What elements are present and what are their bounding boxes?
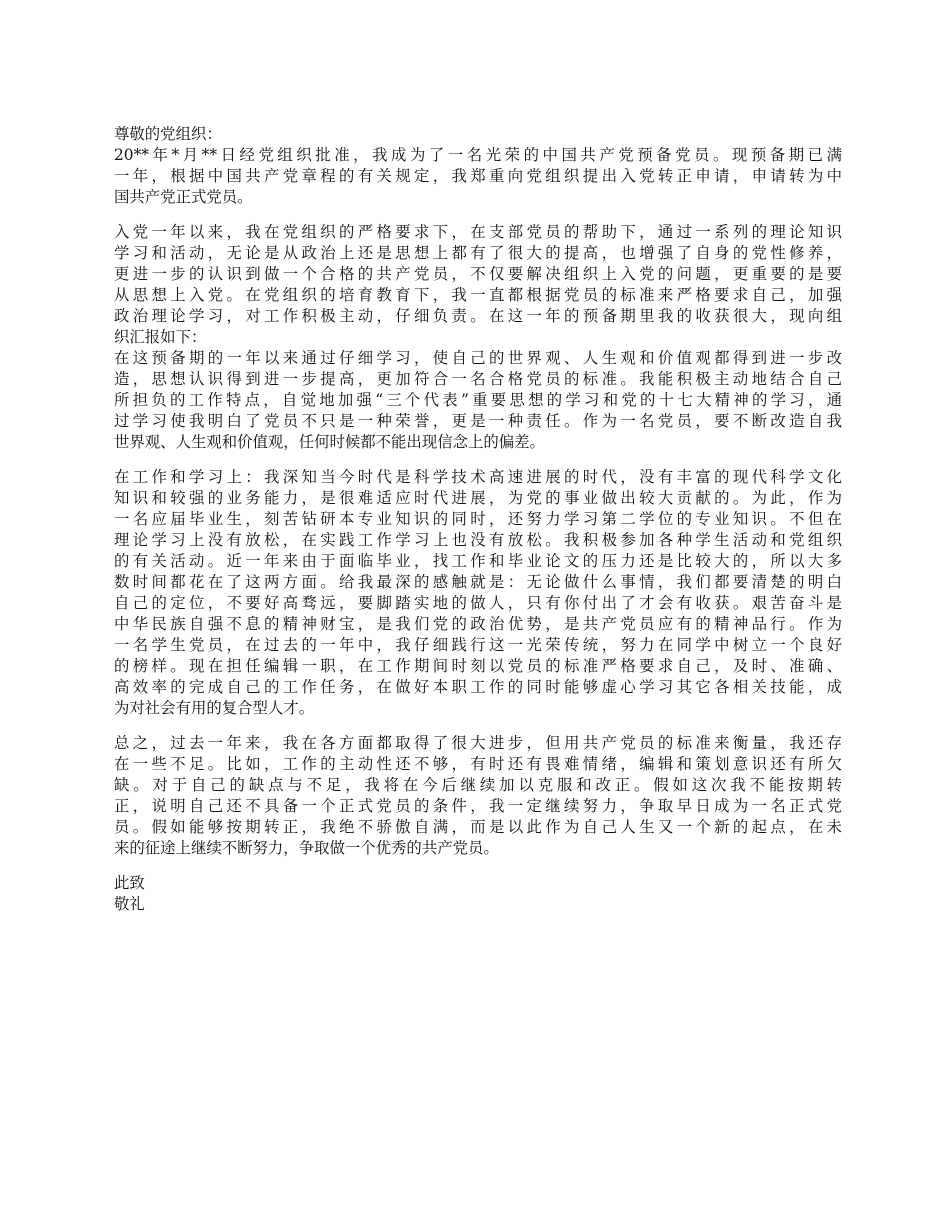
letter-body	[114, 124, 842, 915]
text-line: 来的征途上继续不断努力，争取做一个优秀的共产党员。	[114, 839, 499, 857]
text-line: 世界观、人生观和价值观，任何时候都不能出现信念上的偏差。	[114, 433, 545, 451]
text-line: 织汇报如下：	[114, 328, 207, 346]
text-line: 在这预备期的一年以来通过仔细学习，使自己的世界观、人生观和价值观都得到进一步改	[114, 349, 842, 367]
paragraph-application	[114, 145, 842, 208]
text-line: 的有关活动。近一年来由于面临毕业，找工作和毕业论文的压力还是比较大的，所以大多	[114, 552, 842, 570]
text-line: 20**年*月**日经党组织批准，我成为了一名光荣的中国共产党预备党员。现预备期已满	[114, 146, 842, 164]
text-line: 自己的定位，不要好高骛远，要脚踏实地的做人，只有你付出了才会有收获。艰苦奋斗是	[114, 594, 842, 612]
text-line: 的榜样。现在担任编辑一职，在工作期间时刻以党员的标准严格要求自己，及时、准确、	[114, 657, 842, 675]
text-line: 更进一步的认识到做一个合格的共产党员，不仅要解决组织上入党的问题，更重要的是要	[114, 265, 842, 283]
paragraph-study	[114, 348, 842, 453]
text-line: 造，思想认识得到进一步提高，更加符合一名合格党员的标准。我能积极主动地结合自己	[114, 370, 842, 388]
paragraph-work	[114, 467, 842, 719]
text-line: 知识和较强的业务能力，是很难适应时代进展，为党的事业做出较大贡献的。为此，作为	[114, 489, 842, 507]
text-line: 学习和活动，无论是从政治上还是思想上都有了很大的提高，也增强了自身的党性修养，	[114, 244, 842, 262]
text-line: 数时间都花在了这两方面。给我最深的感触就是：无论做什么事情，我们都要清楚的明白	[114, 573, 842, 591]
text-line: 政治理论学习，对工作积极主动，仔细负责。在这一年的预备期里我的收获很大，现向组	[114, 307, 842, 325]
paragraph-summary	[114, 733, 842, 859]
paragraph-first-year	[114, 222, 842, 348]
text-line: 理论学习上没有放松，在实践工作学习上也没有放松。我积极参加各种学生活动和党组织	[114, 531, 842, 549]
text-line: 在一些不足。比如，工作的主动性还不够，有时还有畏难情绪，编辑和策划意识还有所欠	[114, 755, 842, 773]
text-line: 员。假如能够按期转正，我绝不骄傲自满，而是以此作为自己人生又一个新的起点，在未	[114, 818, 842, 836]
text-line: 所担负的工作特点，自觉地加强“三个代表”重要思想的学习和党的十七大精神的学习，通	[114, 391, 842, 409]
text-line: 总之，过去一年来，我在各方面都取得了很大进步，但用共产党员的标准来衡量，我还存	[114, 734, 842, 752]
text-line: 入党一年以来，我在党组织的严格要求下，在支部党员的帮助下，通过一系列的理论知识	[114, 223, 842, 241]
text-line: 中华民族自强不息的精神财宝，是我们党的政治优势，是共产党员应有的精神品行。作为	[114, 615, 842, 633]
text-line: 为对社会有用的复合型人才。	[114, 699, 315, 717]
text-line: 一年，根据中国共产党章程的有关规定，我郑重向党组织提出入党转正申请，申请转为中	[114, 167, 842, 185]
text-line: 国共产党正式党员。	[114, 188, 253, 206]
text-line: 过学习使我明白了党员不只是一种荣誉，更是一种责任。作为一名党员，要不断改造自我	[114, 412, 842, 430]
text-line: 一名应届毕业生，刻苦钻研本专业知识的同时，还努力学习第二学位的专业知识。不但在	[114, 510, 842, 528]
text-line: 缺。对于自己的缺点与不足，我将在今后继续加以克服和改正。假如这次我不能按期转	[114, 776, 842, 794]
closing-regards: 敬礼	[114, 895, 145, 913]
text-line: 高效率的完成自己的工作任务，在做好本职工作的同时能够虚心学习其它各相关技能，成	[114, 678, 842, 696]
text-line: 一名学生党员，在过去的一年中，我仔细践行这一光荣传统，努力在同学中树立一个良好	[114, 636, 842, 654]
text-line: 在工作和学习上：我深知当今时代是科学技术高速进展的时代，没有丰富的现代科学文化	[114, 468, 842, 486]
closing-salute: 此致	[114, 874, 145, 892]
salutation: 尊敬的党组织：	[114, 125, 222, 143]
text-line: 从思想上入党。在党组织的培育教育下，我一直都根据党员的标准来严格要求自己，加强	[114, 286, 842, 304]
text-line: 正，说明自己还不具备一个正式党员的条件，我一定继续努力，争取早日成为一名正式党	[114, 797, 842, 815]
